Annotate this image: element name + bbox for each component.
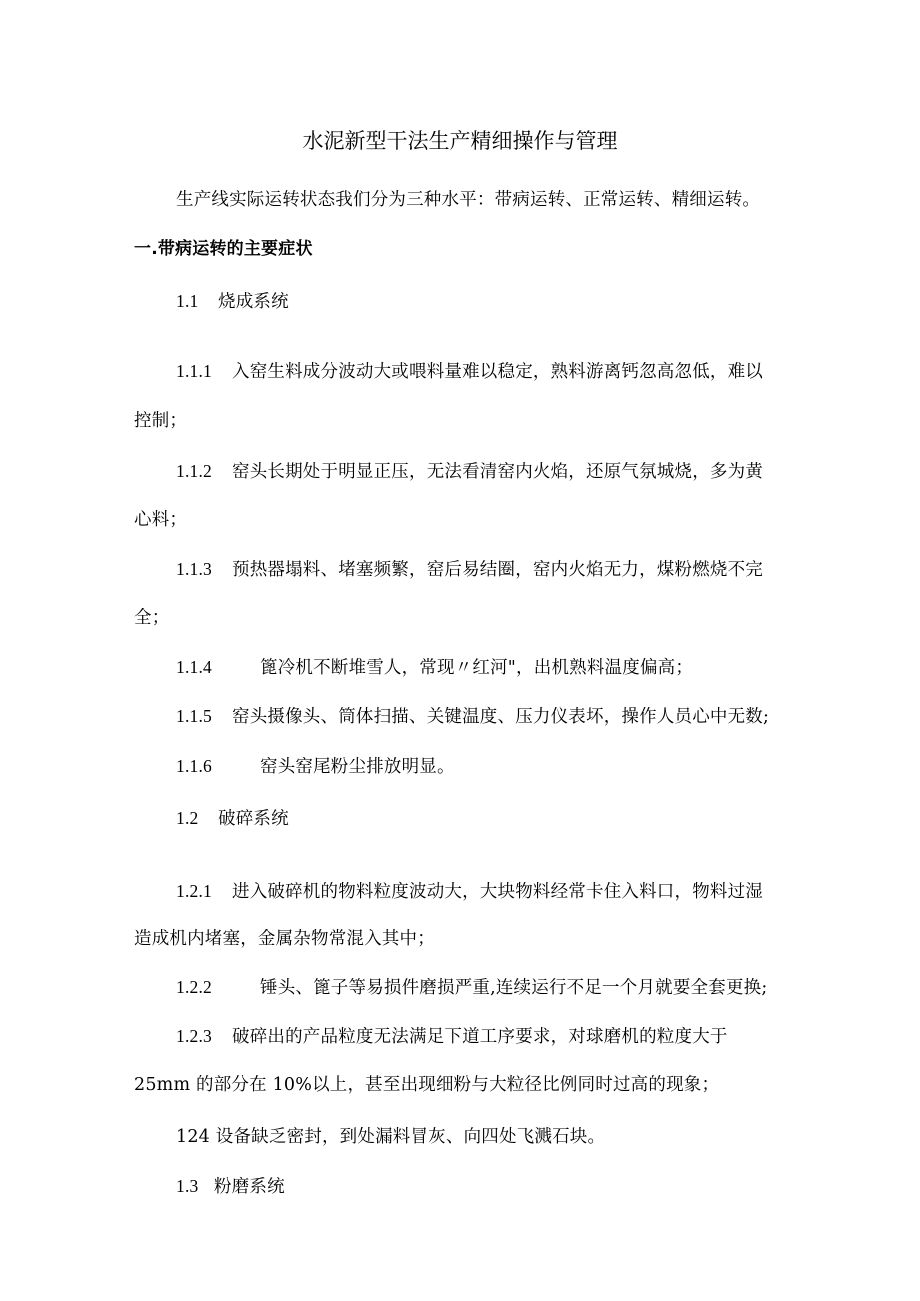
item-1-1-4: [176, 656, 693, 679]
item-number: 1.2.3: [176, 1026, 212, 1046]
item-number: 1.2: [176, 808, 199, 828]
item-number: 1.1.6: [176, 756, 212, 776]
item-text: 窑头窑尾粉尘排放明显。: [260, 757, 455, 777]
item-1-1-2-continuation: 心料；: [134, 510, 188, 530]
item-1-1-3-continuation: 全；: [134, 608, 170, 628]
item-text: 篦冷机不断堆雪人，常现〃红河"，出机熟料温度偏高；: [260, 658, 694, 678]
subsection-1-2: [176, 807, 289, 830]
item-1-1-1-continuation: 控制；: [134, 411, 188, 431]
item-number: 1.1.4: [176, 657, 212, 677]
item-text: 破碎系统: [218, 809, 289, 829]
item-text: 粉磨系统: [214, 1177, 285, 1197]
item-number: 1.2.1: [176, 881, 212, 901]
item-number: 1.3: [176, 1176, 199, 1196]
item-1-1-1: [176, 360, 763, 383]
item-1-2-4: 124 设备缺乏密封，到处漏料冒灰、向四处飞溅石块。: [176, 1127, 606, 1147]
item-1-2-1: [176, 880, 763, 903]
subsection-1-3: [176, 1175, 285, 1198]
item-1-2-3: [176, 1025, 728, 1048]
intro-paragraph: 生产线实际运转状态我们分为三种水平：带病运转、正常运转、精细运转。: [176, 190, 761, 210]
item-1-1-6: [176, 755, 455, 778]
item-1-2-2: [176, 976, 767, 999]
item-1-1-5: [176, 705, 769, 728]
item-text: 入窑生料成分波动大或喂料量难以稳定，熟料游离钙忽高忽低，难以: [232, 362, 763, 382]
item-text: 锤头、篦子等易损件磨损严重,连续运行不足一个月就要全套更换;: [260, 978, 768, 998]
item-number: 1.2.2: [176, 977, 212, 997]
item-text: 烧成系统: [218, 292, 289, 312]
section-heading-1: 一.带病运转的主要症状: [134, 239, 313, 259]
subsection-1-1: [176, 290, 289, 313]
item-text: 窑头摄像头、筒体扫描、关键温度、压力仪表坏，操作人员心中无数;: [232, 707, 770, 727]
item-text: 进入破碎机的物料粒度波动大，大块物料经常卡住入料口，物料过湿: [232, 882, 763, 902]
item-1-2-3-continuation: 25mm 的部分在 10%以上，甚至出现细粉与大粒径比例同时过高的现象；: [134, 1075, 720, 1095]
page-title: 水泥新型干法生产精细操作与管理: [302, 129, 618, 153]
item-number: 1.1.5: [176, 706, 212, 726]
item-text: 破碎出的产品粒度无法满足下道工序要求，对球磨机的粒度大于: [232, 1027, 728, 1047]
item-1-1-3: [176, 558, 763, 581]
item-text: 预热器塌料、堵塞频繁，窑后易结圈，窑内火焰无力，煤粉燃烧不完: [232, 560, 763, 580]
item-text: 窑头长期处于明显正压，无法看清窑内火焰，还原气氛城烧，多为黄: [232, 462, 763, 482]
item-1-2-1-continuation: 造成机内堵塞，金属杂物常混入其中；: [134, 929, 435, 949]
item-number: 1.1.3: [176, 559, 212, 579]
item-number: 1.1: [176, 291, 199, 311]
item-number: 1.1.1: [176, 361, 212, 381]
item-number: 1.1.2: [176, 461, 212, 481]
item-1-1-2: [176, 460, 763, 483]
